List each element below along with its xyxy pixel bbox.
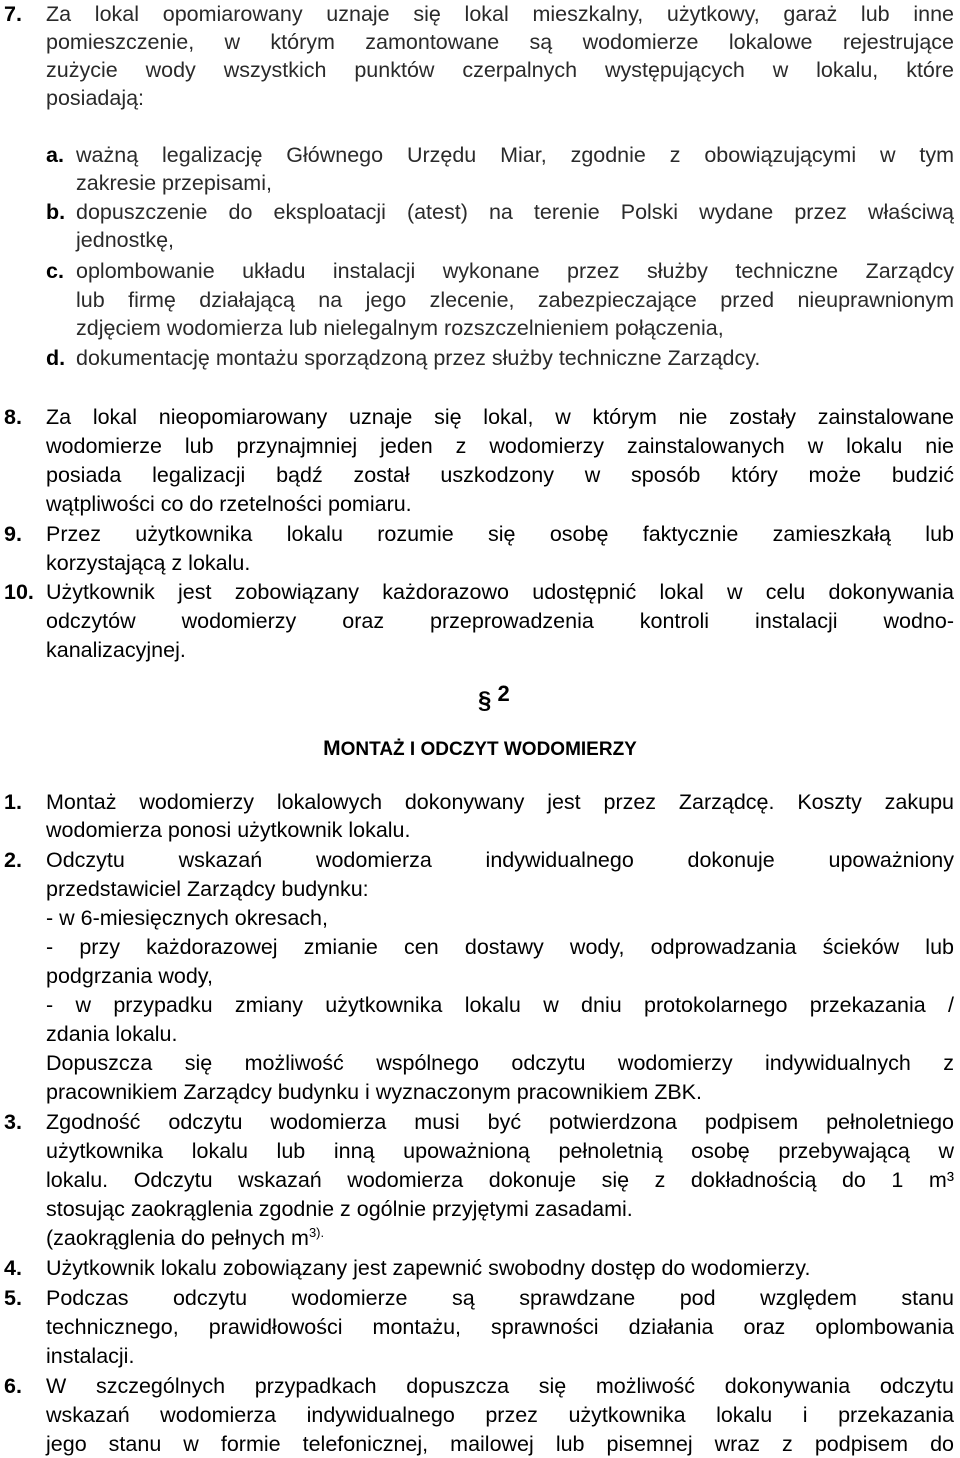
item-7c-line-1: oplombowanie układu instalacji wykonane przez służby techniczne Zarządcy — [76, 259, 954, 283]
s2-item-5-line-2: technicznego, prawidłowości montażu, sprawności działania oraz oplombowania — [46, 1315, 954, 1339]
s2-item-6-line-3: jego stanu w formie telefonicznej, mailowej lub pisemnej wraz z podpisem do — [46, 1432, 954, 1456]
s2-item-5-line-3: instalacji. — [46, 1344, 135, 1368]
item-9-line-1: Przez użytkownika lokalu rozumie się osobę faktycznie zamieszkałą lub — [46, 522, 954, 546]
item-7-line-2: pomieszczenie, w którym zamontowane są wodomierze lokalowe rejestrujące — [46, 30, 954, 54]
s2-item-6-number: 6. — [4, 1374, 22, 1398]
s2-item-5-line-1: Podczas odczytu wodomierze są sprawdzane pod względem stanu — [46, 1286, 954, 1310]
s2-item-3-line-2: użytkownika lokalu lub inną upoważnioną pełnoletnią osobę przebywającą w — [46, 1139, 954, 1163]
s2-item-2-line-5: podgrzania wody, — [46, 964, 213, 988]
item-9-line-2: korzystającą z lokalu. — [46, 551, 251, 575]
item-8-line-3: posiada legalizacji bądź został uszkodzony w sposób który może budzić — [46, 463, 954, 487]
s2-item-2-line-1: Odczytu wskazań wodomierza indywidualnego dokonuje upoważniony — [46, 848, 954, 872]
item-8-line-1: Za lokal nieopomiarowany uznaje się lokal, w którym nie zostały zainstalowane — [46, 405, 954, 429]
item-8-line-4: wątpliwości co do rzetelności pomiaru. — [46, 492, 412, 516]
s2-item-2-line-3: - w 6-miesięcznych okresach, — [46, 906, 328, 930]
item-7a-line-2: zakresie przepisami, — [76, 171, 272, 195]
item-8-line-2: wodomierze lub przynajmniej jeden z wodomierzy zainstalowanych w lokalu nie — [46, 434, 954, 458]
s2-item-2-line-9: pracownikiem Zarządcy budynku i wyznaczonym pracownikiem ZBK. — [46, 1080, 702, 1104]
s2-item-4-line-1: Użytkownik lokalu zobowiązany jest zapewnić swobodny dostęp do wodomierzy. — [46, 1256, 811, 1280]
s2-item-6-line-2: wskazań wodomierza indywidualnego przez użytkownika lokalu i przekazania — [46, 1403, 954, 1427]
item-10-line-3: kanalizacyjnej. — [46, 638, 186, 662]
s2-item-2-number: 2. — [4, 848, 22, 872]
s2-item-3-line-4: stosując zaokrąglenia zgodnie z ogólnie przyjętymi zasadami. — [46, 1197, 633, 1221]
item-7-number: 7. — [4, 2, 22, 26]
s2-item-2-line-4: - przy każdorazowej zmianie cen dostawy wody, odprowadzania ścieków lub — [46, 935, 954, 959]
superscript-3: 3). — [308, 1224, 325, 1240]
item-7c-line-3: zdjęciem wodomierza lub nielegalnym rozszczelnieniem połączenia, — [76, 316, 724, 340]
section-number: 2 — [497, 681, 510, 706]
s2-item-2-line-2: przedstawiciel Zarządcy budynku: — [46, 877, 369, 901]
item-7a-letter: a. — [46, 143, 64, 167]
s2-item-3-line-5: (zaokrąglenia do pełnych $m^{3).}$ — [46, 1224, 325, 1250]
item-7-line-4: posiadają: — [46, 86, 145, 110]
item-8-number: 8. — [4, 405, 22, 429]
item-10-line-2: odczytów wodomierzy oraz przeprowadzenia kontroli instalacji wodno- — [46, 609, 954, 633]
s2-item-2-line-7: zdania lokalu. — [46, 1022, 178, 1046]
s2-item-2-line-8: Dopuszcza się możliwość wspólnego odczytu wodomierzy indywidualnych z — [46, 1051, 954, 1075]
s2-item-1-line-2: wodomierza ponosi użytkownik lokalu. — [46, 818, 411, 842]
item-10-number: 10. — [4, 580, 34, 604]
section-heading: MONTAŻ I ODCZYT WODOMIERZY — [323, 737, 637, 760]
item-7b-letter: b. — [46, 200, 66, 224]
item-7b-line-1: dopuszczenie do eksploatacji (atest) na terenie Polski wydane przez właściwą — [76, 200, 954, 224]
item-7d-line-1: dokumentację montażu sporządzoną przez służby techniczne Zarządcy. — [76, 346, 761, 370]
item-7c-line-2: lub firmę działającą na jego zlecenie, zabezpieczające przed nieuprawnionym — [76, 288, 954, 312]
item-7a-line-1: ważną legalizację Głównego Urzędu Miar, zgodnie z obowiązującymi w tym — [76, 143, 954, 167]
s2-item-1-number: 1. — [4, 790, 22, 814]
item-7b-line-2: jednostkę, — [76, 228, 175, 252]
s2-item-3-line-3: lokalu. Odczytu wskazań wodomierza dokonuje się z dokładnością do 1 m³ — [46, 1168, 954, 1192]
section-symbol: § — [478, 687, 492, 715]
s2-item-1-line-1: Montaż wodomierzy lokalowych dokonywany jest przez Zarządcę. Koszty zakupu — [46, 790, 954, 814]
item-10-line-1: Użytkownik jest zobowiązany każdorazowo udostępnić lokal w celu dokonywania — [46, 580, 954, 604]
item-7d-letter: d. — [46, 346, 66, 370]
item-7-line-1: Za lokal opomiarowany uznaje się lokal mieszkalny, użytkowy, garaż lub inne — [46, 2, 954, 26]
s2-item-6-line-1: W szczególnych przypadkach dopuszcza się możliwość dokonywania odczytu — [46, 1374, 954, 1398]
s2-item-4-number: 4. — [4, 1256, 22, 1280]
s2-item-2-line-6: - w przypadku zmiany użytkownika lokalu w dniu protokolarnego przekazania / — [46, 993, 954, 1017]
s2-item-5-number: 5. — [4, 1286, 22, 1310]
item-9-number: 9. — [4, 522, 22, 546]
item-7-line-3: zużycie wody wszystkich punktów czerpalnych występujących w lokalu, które — [46, 58, 954, 82]
s2-item-3-number: 3. — [4, 1110, 22, 1134]
s2-item-3-line-1: Zgodność odczytu wodomierza musi być potwierdzona podpisem pełnoletniego — [46, 1110, 954, 1134]
section-marker — [478, 677, 510, 715]
item-7c-letter: c. — [46, 259, 64, 283]
